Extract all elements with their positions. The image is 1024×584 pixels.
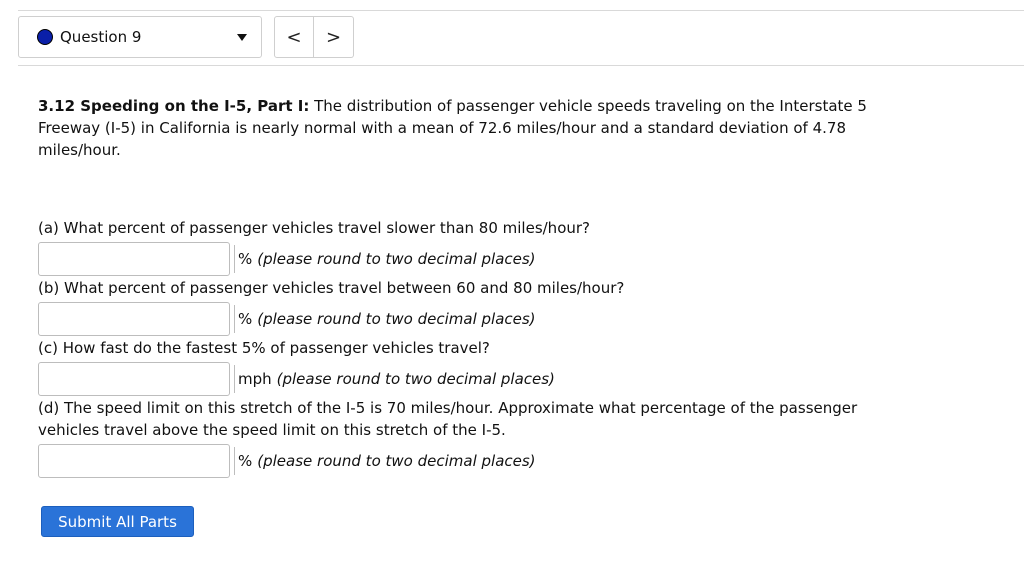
part-d [38, 397, 898, 479]
part-d-unit [234, 447, 536, 475]
part-a-hint: (please round to two decimal places) [257, 250, 536, 268]
part-a [38, 217, 898, 277]
problem-title: 3.12 Speeding on the I-5, Part I: [38, 97, 310, 115]
part-a-answer-input[interactable] [38, 242, 230, 276]
question-content [38, 95, 898, 479]
part-a-question: (a) What percent of passenger vehicles travel slower than 80 miles/hour? [38, 219, 591, 237]
submit-all-parts-button[interactable]: Submit All Parts [41, 506, 194, 537]
part-d-answer-input[interactable] [38, 444, 230, 478]
part-d-answer-row [38, 443, 898, 479]
part-d-unit-symbol: % [238, 452, 253, 470]
part-c-answer-row [38, 361, 898, 397]
question-dropdown[interactable] [18, 16, 262, 58]
part-b-unit [234, 305, 536, 333]
part-b [38, 277, 898, 337]
part-c [38, 337, 898, 397]
question-status-dot-icon [37, 29, 53, 45]
part-a-answer-row [38, 241, 898, 277]
part-a-unit-symbol: % [238, 250, 253, 268]
question-nav [18, 16, 354, 58]
question-label: Question 9 [60, 28, 142, 46]
chevron-left-icon: < [286, 26, 302, 48]
next-question-button[interactable] [314, 16, 354, 58]
part-c-answer-input[interactable] [38, 362, 230, 396]
part-b-unit-symbol: % [238, 310, 253, 328]
top-divider [18, 10, 1024, 11]
part-b-hint: (please round to two decimal places) [257, 310, 536, 328]
part-b-question: (b) What percent of passenger vehicles travel between 60 and 80 miles/hour? [38, 279, 625, 297]
problem-text: The distribution of passenger vehicle speeds traveling on the Interstate 5 Freeway (I-5) in California is nearly normal with a mean of 72.6 miles/hour and a standard deviation of 4.78 miles/hour. [38, 97, 867, 159]
previous-question-button[interactable] [274, 16, 314, 58]
part-c-unit-symbol: mph [238, 370, 272, 388]
part-c-question: (c) How fast do the fastest 5% of passenger vehicles travel? [38, 339, 490, 357]
part-c-hint: (please round to two decimal places) [276, 370, 555, 388]
part-b-answer-row [38, 301, 898, 337]
problem-statement [38, 95, 898, 161]
part-d-hint: (please round to two decimal places) [257, 452, 536, 470]
part-c-unit [234, 365, 555, 393]
part-a-unit [234, 245, 536, 273]
chevron-right-icon: > [325, 26, 342, 48]
caret-down-icon [237, 34, 247, 41]
part-d-question: (d) The speed limit on this stretch of the I-5 is 70 miles/hour. Approximate what percentage of the passenger vehicles travel above the speed limit on this stretch of the I-5. [38, 399, 858, 439]
part-b-answer-input[interactable] [38, 302, 230, 336]
header-divider [18, 65, 1024, 66]
